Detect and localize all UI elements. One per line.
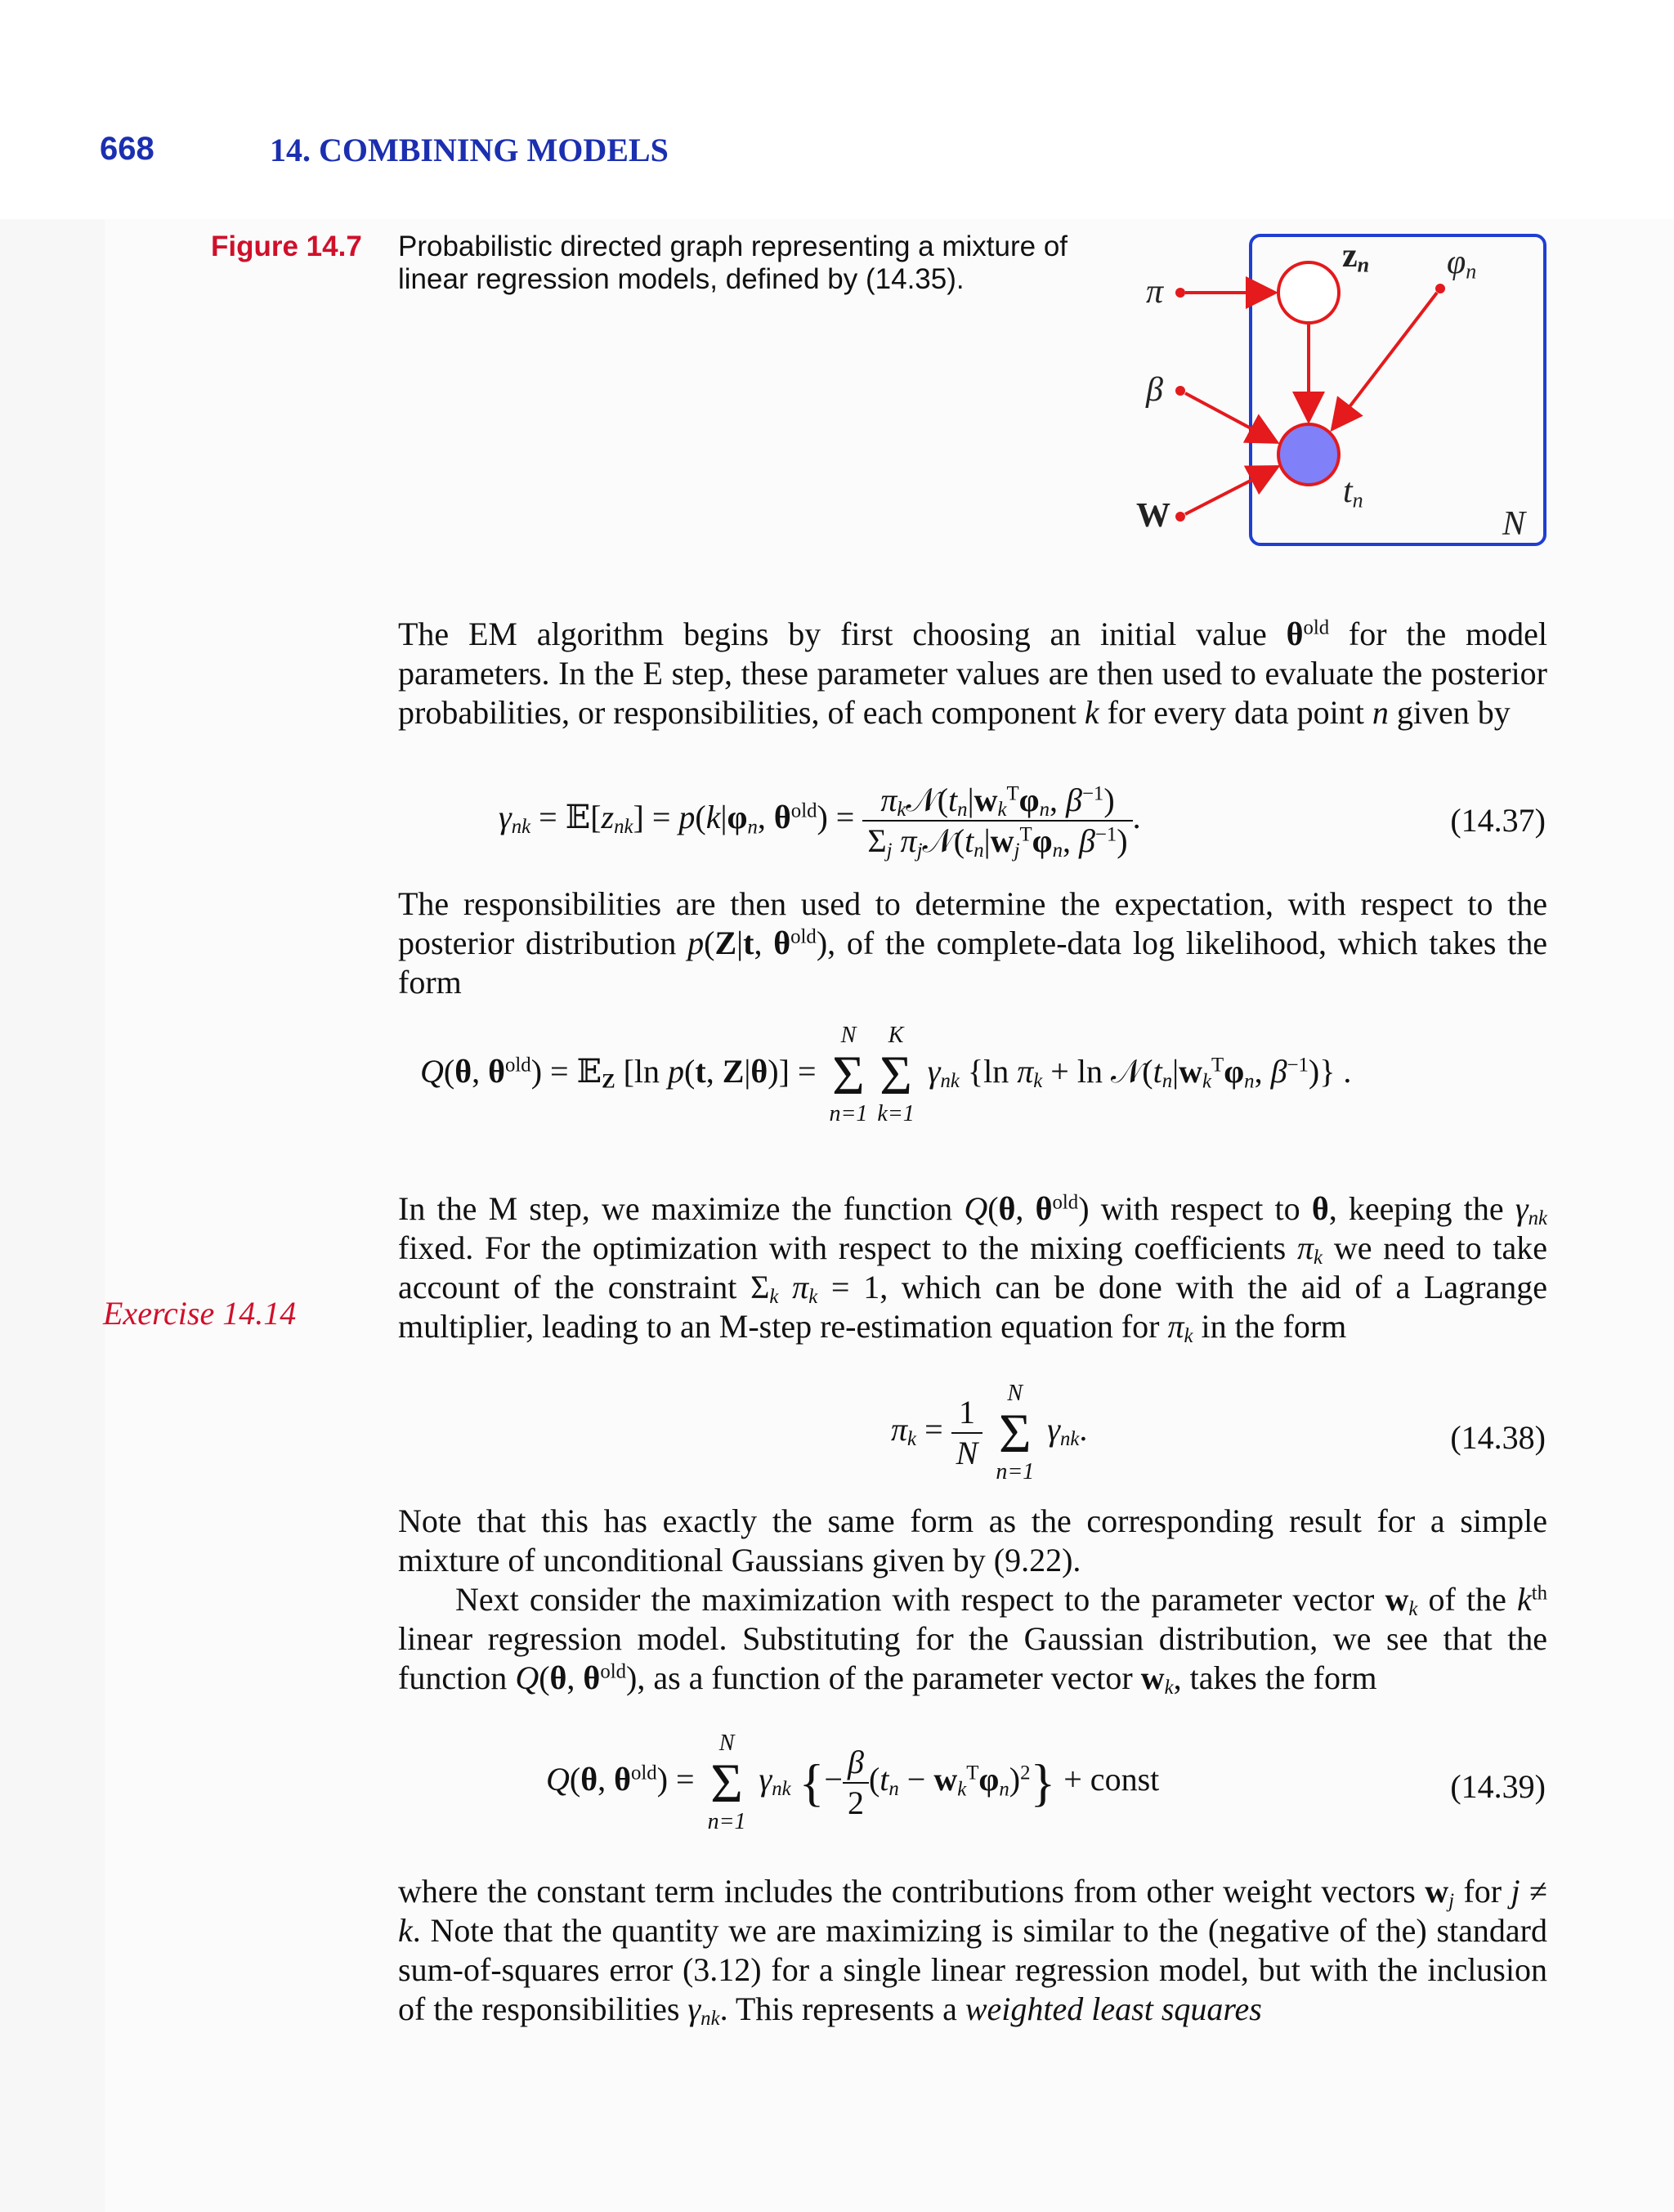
equation-q-expectation: Q(θ, $\theta^{old}$) = 𝔼$_Z$ [ln p(t, Z|θ)] = N Σ n=1 K Σ k=1 $\gamma_{nk}$ {ln $\pi_k + \ln$ $𝒩(t_n|w_k^T\varphi_n$, $\beta^{-1}$)} . [420,1023,1352,1126]
t-label: $t_n$ [1343,472,1363,513]
equation-number-14-37: (14.37) [1450,802,1546,839]
z-label: $z_n$ [1342,237,1370,277]
arrow-phi-t [1332,293,1437,429]
pi-node [1175,288,1185,298]
page-number: 668 [100,131,154,167]
page-top-band [0,0,1674,219]
paragraph-1: The EM algorithm begins by first choosing an initial value $\theta^{old}$ for the model parameters. In the E step, these parameter values are then used to evaluate the posterior probabilities, or responsibilities, of each component k for every data point n given by [398,616,1547,731]
chapter-title: 14. COMBINING MODELS [270,132,669,168]
paragraph-2: The responsibilities are then used to determine the expectation, with respect to the posterior distribution p(Z|t, $\theta^{old}$), of the complete-data log likelihood, which takes the form [398,885,1548,1001]
t-node [1278,424,1339,485]
exercise-margin-note: Exercise 14.14 [103,1295,297,1332]
paragraph-5: Next consider the maximization with respect to the parameter vector $w_k$ of the $k^{th}$ linear regression model. Substituting for the Gaussian distribution, we see that the function Q(θ, $\theta^{old}$), as a function of the parameter vector $w_k$, takes the form [398,1581,1548,1699]
beta-node [1175,386,1185,396]
figure-label: Figure 14.7 [211,231,362,262]
figure-caption: Probabilistic directed graph representing a mixture of linear regression models, defined by (14.35). [398,231,1068,295]
equation-number-14-39: (14.39) [1450,1768,1546,1805]
beta-label: β [1146,371,1163,409]
arrow-beta-t [1185,393,1277,442]
equation-14-38: $\pi_k$ = $\frac{1}{N}$ N Σ n=1 $\gamma_{nk}$. [891,1381,1088,1484]
equation-number-14-38: (14.38) [1450,1419,1546,1456]
graphical-model-svg [1112,221,1569,564]
plate-label: N [1502,505,1526,543]
w-label: W [1136,497,1170,535]
phi-node [1435,284,1445,293]
arrow-w-t [1185,467,1278,514]
z-node [1278,262,1339,323]
equation-14-37: $\gamma_{nk}$ = $𝔼[z_{nk}] = p(k|\varphi_n$, $\theta^{old}$) = $\frac{\pi_k𝒩(t_n|w_k^T\varphi_n, \beta^{-1})}{\Sigma_j \pi_j𝒩(t_n|w_j^T\varphi_n, \beta^{-1})}$ . [499,781,1141,862]
paragraph-3: In the M step, we maximize the function Q(θ, $\theta^{old}$) with respect to θ, keeping the $\gamma_{nk}$ fixed. For the optimization with respect to the mixing coefficients $\pi_k$ we need to take account of the constraint $\Sigma_k$ $\pi_k = 1$, which can be done with the aid of a Lagrange multiplier, leading to an M-step re-estimation equation for $\pi_k$ in the form [398,1190,1548,1348]
paragraph-6: where the constant term includes the contributions from other weight vectors $w_j$ for j ≠ k. Note that the quantity we are maximizing is similar to the (negative of the) standard sum-of-squares error (3.12) for a single linear regression model, but with the inclusion of the responsibilities $\gamma_{nk}$. This represents a weighted least squares [398,1873,1548,2031]
page-left-margin [0,219,105,2212]
equation-14-39: Q(θ, $\theta^{old}$) = N Σ n=1 $\gamma_{nk}$ {− $\frac{\beta}{2}$ $(t_n - w_k^T\varphi_n)^2$} + const [546,1731,1160,1834]
paragraph-4: Note that this has exactly the same form as the corresponding result for a simple mixture of unconditional Gaussians given by (9.22). Next consider the maximization with respect to the parameter vector $w_k$ of the $k^{th}$ linear regression model. Substituting for the Gaussian distribution, we see that the function Q(θ, $\theta^{old}$), as a function of the parameter vector $w_k$, takes the form [398,1502,1548,1699]
pi-label: π [1146,273,1164,311]
graphical-model-figure [1112,221,1569,564]
w-node [1175,512,1185,522]
phi-label: $\varphi_n$ [1447,244,1477,284]
